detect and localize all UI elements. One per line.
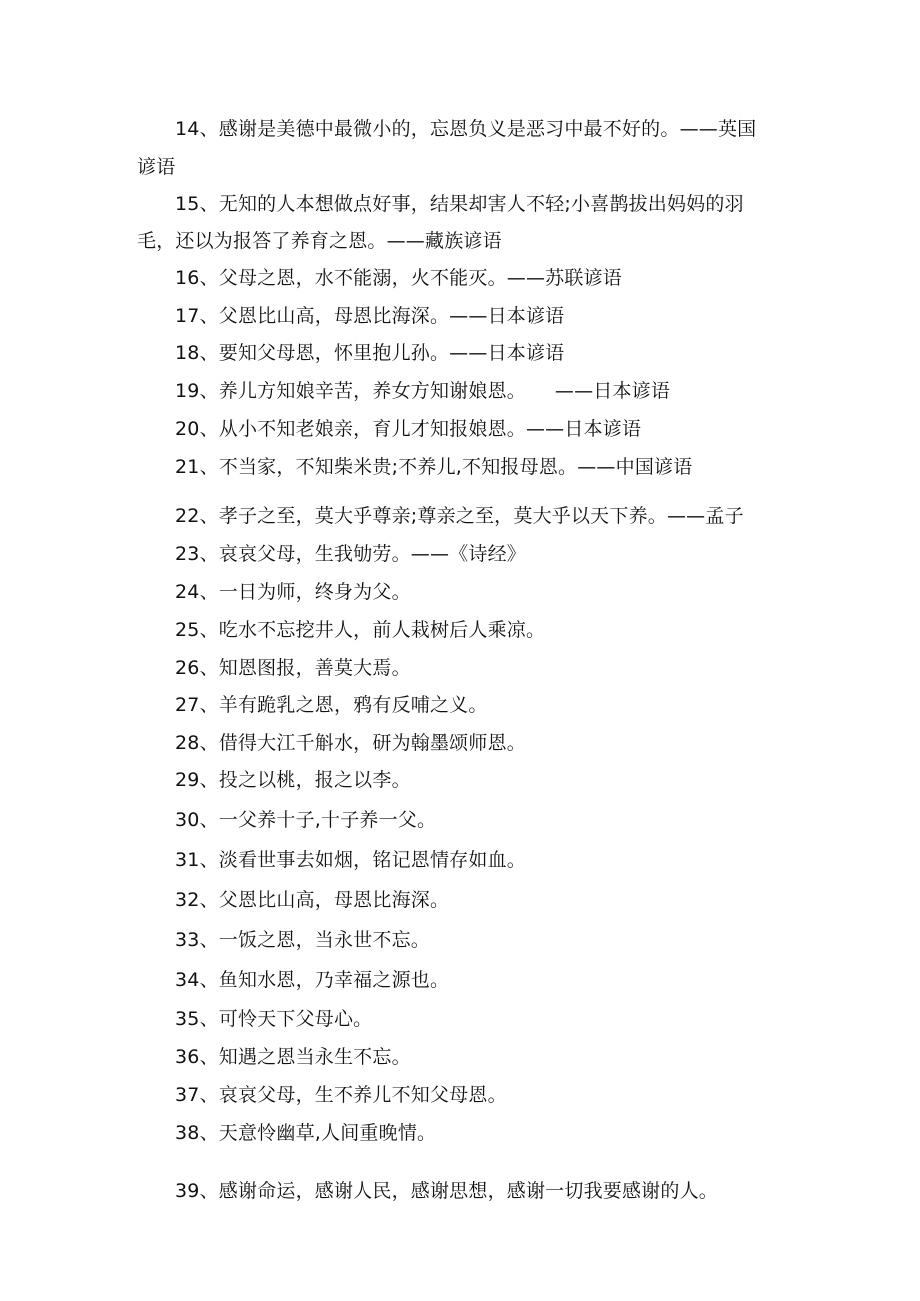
quote-24: 24、一日为师，终身为父。 [175,581,411,603]
quote-28: 28、借得大江千斛水，研为翰墨颂师恩。 [175,732,526,754]
quote-29: 29、投之以桃，报之以李。 [175,769,411,791]
quote-30: 30、一父养十子,十子养一父。 [175,809,437,831]
quote-26: 26、知恩图报，善莫大焉。 [175,657,411,679]
quote-20: 20、从小不知老娘亲，育儿才知报娘恩。——日本谚语 [175,418,642,440]
quote-39: 39、感谢命运，感谢人民，感谢思想，感谢一切我要感谢的人。 [175,1180,718,1202]
quote-15-line-1: 15、无知的人本想做点好事，结果却害人不轻;小喜鹊拔出妈妈的羽 [175,193,744,215]
quote-33: 33、一饭之恩，当永世不忘。 [175,929,430,951]
quote-23: 23、哀哀父母，生我劬劳。——《诗经》 [175,543,526,565]
quote-18: 18、要知父母恩，怀里抱儿孙。——日本谚语 [175,342,565,364]
quote-15-line-2: 毛，还以为报答了养育之恩。——藏族谚语 [137,230,502,252]
quote-16: 16、父母之恩，水不能溺，火不能灭。——苏联谚语 [175,267,622,289]
quote-21: 21、不当家，不知柴米贵;不养儿,不知报母恩。——中国谚语 [175,456,693,478]
quote-31: 31、淡看世事去如烟，铭记恩情存如血。 [175,849,526,871]
quote-37: 37、哀哀父母，生不养儿不知父母恩。 [175,1084,507,1106]
quote-35: 35、可怜天下父母心。 [175,1008,373,1030]
quote-22: 22、孝子之至，莫大乎尊亲;尊亲之至，莫大乎以天下养。——孟子 [175,505,744,527]
quote-19: 19、养儿方知娘辛苦，养女方知谢娘恩。 ——日本谚语 [175,380,671,402]
quote-27: 27、羊有跪乳之恩，鸦有反哺之义。 [175,694,488,716]
quote-25: 25、吃水不忘挖井人，前人栽树后人乘凉。 [175,619,546,641]
quote-38: 38、天意怜幽草,人间重晚情。 [175,1122,437,1144]
quote-14-line-1: 14、感谢是美德中最微小的，忘恩负义是恶习中最不好的。——英国 [175,118,757,140]
quote-14-line-2: 谚语 [137,156,176,178]
quote-34: 34、鱼知水恩，乃幸福之源也。 [175,969,450,991]
quote-32: 32、父恩比山高，母恩比海深。 [175,889,450,911]
quote-17: 17、父恩比山高，母恩比海深。——日本谚语 [175,305,565,327]
quote-36: 36、知遇之恩当永生不忘。 [175,1046,411,1068]
